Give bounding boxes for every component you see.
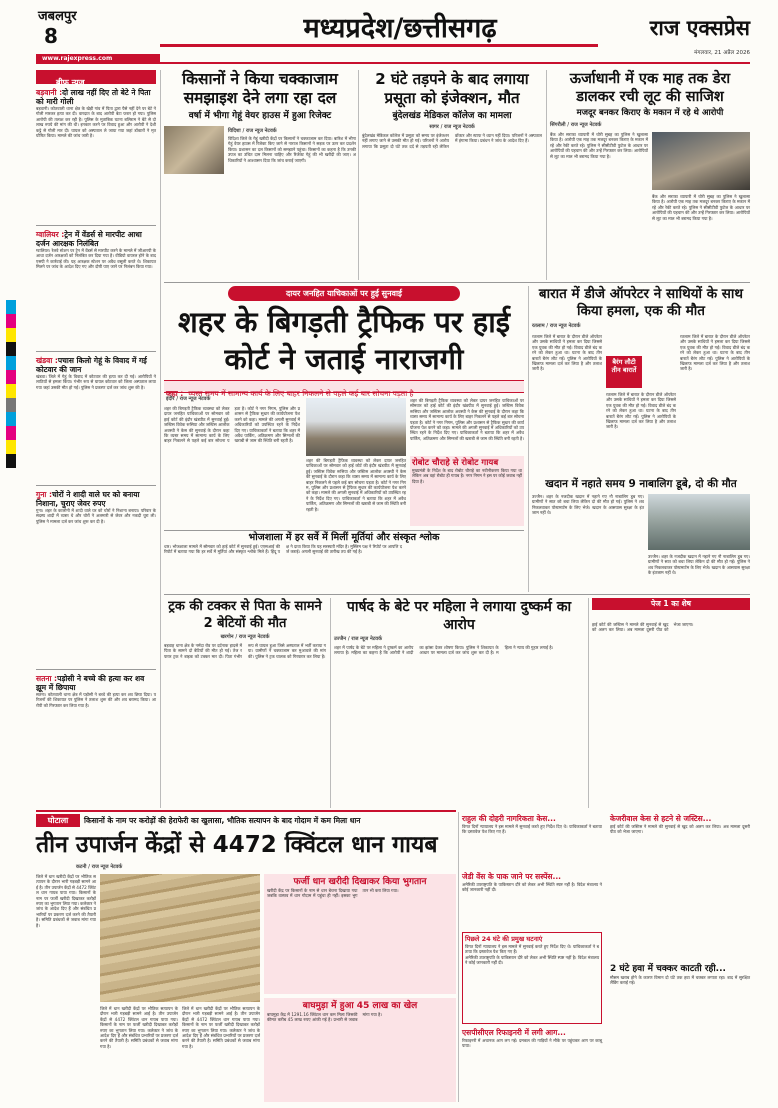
top-divider xyxy=(164,282,750,283)
paper-name: राज एक्सप्रेस xyxy=(649,16,750,40)
story-farmers-byline: विदिशा / राज न्यूज नेटवर्क xyxy=(228,128,277,134)
lead-body: शहर की बिगड़ती ट्रैफिक व्यवस्था को लेकर दायर जनहित याचिकाओं पर सोमवार को हाई कोर्ट की इंदौर खंडपीठ में सुनवाई हुई। जस्टिस विवेक रूसिया और जस्टिस आलोक अवस्थी ने केस की सुनवाई के दौरान कहा कि व्यस्त समय में सामान्य कार्य के लिए बाहर निकलने से पहले कई बार सोचना पड़ता है। कोर्ट ने नगर निगम, पुलिस और प्रशासन से ट्रैफिक सुधार की कार्ययोजना पेश करने को कहा। मामले की अगली सुनवाई में अधिकारियों को उपस्थित रहने के निर्देश दिए गए। याचिकाकर्ता ने बताया कि शहर में अवैध पार्किंग, अतिक्रमण और सिग्नलों की खराबी से जाम की स्थिति बनी रहती है। xyxy=(164,406,300,444)
divider xyxy=(528,286,529,592)
website-link[interactable]: www.rajexpress.com xyxy=(42,55,113,62)
section-title: मध्यप्रदेश/छत्तीसगढ़ xyxy=(303,13,497,44)
masthead-bottom-rule xyxy=(160,62,750,64)
brief-header: ब्रीफ न्यूज xyxy=(36,70,156,84)
bhojshala-body: धार। भोजशाला मामले में सोमवार को हाई कोर्ट में सुनवाई हुई। एएसआई की रिपोर्ट में बताया गया कि हर सर्वे में मूर्तियां और संस्कृत श्लोक मिले हैं। हिंदू पक्ष ने दावा किया कि यह सरस्वती मंदिर है। मुस्लिम पक्ष ने रिपोर्ट पर आपत्ति दर्ज कराई। अगली सुनवाई की तारीख तय की गई है। xyxy=(164,544,402,555)
rest-item: केजरीवाल केस से हटने से जस्टिस... हाई कोर्ट की जस्टिस ने मामले की सुनवाई से खुद को अलग कर लिया। अब मामला दूसरी पीठ को भेजा जाएगा। xyxy=(610,814,750,835)
story-farmers-subtitle: वर्षा में भीगा गेहूं वेयर हाउस में हुआ रिजेक्ट xyxy=(188,111,332,121)
masthead-rule xyxy=(160,44,598,47)
story-injection-subtitle: बुंदेलखंड मेडिकल कॉलेज का मामला xyxy=(392,111,512,121)
page-number: 8 xyxy=(44,24,58,48)
website-strip xyxy=(36,54,160,64)
baraat-title: बारात में डीजे ऑपरेटर ने साथियों के साथ किया हमला, एक की मौत xyxy=(538,286,744,319)
rest-item: राहुल की दोहरी नागरिकता केस... विगत दिनों न्यायालय ने इस मामले में सुनवाई करते हुए निर्देश दिए थे। याचिकाकर्ता ने बताया कि दस्तावेज पेश किए गए हैं। xyxy=(462,814,602,835)
rest-item: एसपीसीएल रिफाइनरी में लगी आग... रिफाइनरी में अचानक आग लग गई। दमकल की गाड़ियों ने मौके पर पहुंचकर आग पर काबू पाया। xyxy=(462,1028,602,1049)
farmers-protest-photo xyxy=(164,126,224,174)
ghotala-box2-title: बाघमुड़ा में हुआ 45 लाख का खेल xyxy=(302,1001,418,1011)
story-loot-body-cont: बैंक और सराफा व्यापारी में चोरी सुबह का पुलिस ने खुलासा किया है। आरोपी एक माह तक मजदूर बनकर किराए के मकान में रहे और रेकी करते रहे। पुलिस ने सीसीटीवी फुटेज के आधार पर आरोपियों की पहचान की और उन्हें गिरफ्तार कर लिया। आरोपियों से लूट का माल भी बरामद किया गया है। xyxy=(652,194,750,221)
story-loot-title: ऊर्जाधानी में एक माह तक डेरा डालकर रची लूट की साजिश xyxy=(569,71,731,105)
drowning-title: खदान में नहाते समय 9 नाबालिग डूबे, दो की मौत xyxy=(545,478,737,490)
color-registration-bar xyxy=(6,300,16,470)
ghotala-box1-title: फर्जी धान खरीदी दिखाकर किया भुगतान xyxy=(293,877,427,887)
story-loot-subtitle: मजदूर बनकर किराए के मकान में रहे थे आरोपी xyxy=(576,108,724,118)
story-truck xyxy=(164,598,326,808)
lead-title: शहर के बिगड़ती ट्रैफिक पर हाई कोर्ट ने जताई नाराजगी xyxy=(178,305,510,376)
truck-body: बड़वाह थाना क्षेत्र के नर्मदा रोड पर दर्दनाक हादसे में पिता के सामने दो बेटियों की मौत हो गई। तेज रफ्तार ट्रक ने बाइक को टक्कर मार दी। पिता गंभीर रूप से घायल हुआ जिसे अस्पताल में भर्ती कराया गया। ग्रामीणों ने चक्काजाम कर मुआवजे की मांग की। पुलिस ने ट्रक चालक को गिरफ्तार कर लिया है। xyxy=(164,643,326,659)
story-farmers-body: विदिशा जिले के गेहूं खरीदी केंद्रों पर किसानों ने चक्काजाम कर दिया। बारिश में भीगा गेहूं वेयर हाउस में रिजेक्ट किए जाने से नाराज किसानों ने सड़क पर उतर कर प्रदर्शन किया। प्रशासन का दल किसानों को समझाने पहुंचा। किसानों का कहना है कि उनकी उपज का उचित दाम मिलना चाहिए और रिजेक्ट गेहूं की भी खरीदी की जाए। अधिकारियों ने आश्वासन दिया कि जांच कराई जाएगी। xyxy=(228,136,356,163)
rest-section xyxy=(592,598,750,620)
baraat-badge: बैरंग लौटी तीन बारातें xyxy=(606,356,642,388)
lead-kicker: दायर जनहित याचिकाओं पर हुई सुनवाई xyxy=(228,286,460,301)
story-baraat xyxy=(532,286,750,474)
divider xyxy=(164,530,524,531)
rotary-title: रोबोट चौराहे से रोबोट गायब xyxy=(412,458,499,468)
divider xyxy=(458,812,459,1102)
lead-body-cont: शहर की बिगड़ती ट्रैफिक व्यवस्था को लेकर दायर जनहित याचिकाओं पर सोमवार को हाई कोर्ट की इंदौर खंडपीठ में सुनवाई हुई। जस्टिस विवेक रूसिया और जस्टिस आलोक अवस्थी ने केस की सुनवाई के दौरान कहा कि व्यस्त समय में सामान्य कार्य के लिए बाहर निकलने से पहले कई बार सोचना पड़ता है। कोर्ट ने नगर निगम, पुलिस और प्रशासन से ट्रैफिक सुधार की कार्ययोजना पेश करने को कहा। मामले की अगली सुनवाई में अधिकारियों को उपस्थित रहने के निर्देश दिए गए। याचिकाकर्ता ने बताया कि शहर में अवैध पार्किंग, अतिक्रमण और सिग्नलों की खराबी से जाम की स्थिति बनी रहती है। xyxy=(306,458,406,512)
story-farmers xyxy=(164,70,356,280)
drowning-body: उज्जैन। शहर के नजदीक खदान में नहाने गए नौ नाबालिग डूब गए। ग्रामीणों ने सात को बचा लिया लेकिन दो की मौत हो गई। पुलिस ने शव निकलवाकर पोस्टमार्टम के लिए भेजे। खदान के आसपास सुरक्षा के इंतजाम नहीं थे। xyxy=(532,494,644,516)
divider xyxy=(546,70,547,280)
parshad-byline: उज्जैन / राज न्यूज नेटवर्क xyxy=(334,636,382,642)
rest-right-col xyxy=(610,814,750,1100)
brief-divider xyxy=(160,70,161,808)
lead-body-cont2: शहर की बिगड़ती ट्रैफिक व्यवस्था को लेकर दायर जनहित याचिकाओं पर सोमवार को हाई कोर्ट की इंदौर खंडपीठ में सुनवाई हुई। जस्टिस विवेक रूसिया और जस्टिस आलोक अवस्थी ने केस की सुनवाई के दौरान कहा कि व्यस्त समय में सामान्य कार्य के लिए बाहर निकलने से पहले कई बार सोचना पड़ता है। कोर्ट ने नगर निगम, पुलिस और प्रशासन से ट्रैफिक सुधार की कार्ययोजना पेश करने को कहा। मामले की अगली सुनवाई में अधिकारियों को उपस्थित रहने के निर्देश दिए गए। याचिकाकर्ता ने बताया कि शहर में अवैध पार्किंग, अतिक्रमण और सिग्नलों की खराबी से जाम की स्थिति बनी रहती है। xyxy=(410,398,524,441)
lead-byline: इंदौर / राज न्यूज नेटवर्क xyxy=(166,396,211,402)
ghotala-title: तीन उपार्जन केंद्रों से 4472 क्विंटल धान गायब xyxy=(36,832,438,858)
traffic-photo xyxy=(306,398,406,456)
story-loot-byline: सिंगरौली / राज न्यूज नेटवर्क xyxy=(550,122,602,128)
rest-top-text: हाई कोर्ट की जस्टिस ने मामले की सुनवाई से खुद को अलग कर लिया। अब मामला दूसरी पीठ को भेजा जाएगा। xyxy=(592,622,694,633)
paddy-sacks-photo xyxy=(100,874,260,1002)
rest-left-col xyxy=(462,814,602,1100)
truck-byline: खरगोन / राज न्यूज नेटवर्क xyxy=(220,634,270,640)
story-injection-body: बुंदेलखंड मेडिकल कॉलेज में प्रसूता को समय पर इंजेक्शन नहीं लगाए जाने से उसकी मौत हो गई। परिजनों ने आरोप लगाया कि प्रसूता दो घंटे तक दर्द से तड़पती रही लेकिन डॉक्टर और स्टाफ ने ध्यान नहीं दिया। परिजनों ने अस्पताल में हंगामा किया। प्रबंधन ने जांच के आदेश दिए हैं। xyxy=(362,133,542,149)
baraat-body: रतलाम जिले में बारात के दौरान डीजे ऑपरेटर और उसके साथियों ने हमला कर दिया जिससे एक युवक की मौत हो गई। विवाद डीजे बंद करने को लेकर हुआ था। घटना के बाद तीन बारातें बैरंग लौट गईं। पुलिस ने आरोपियों के खिलाफ मामला दर्ज कर लिया है और तलाश जारी है। xyxy=(532,334,602,372)
story-ghotala xyxy=(36,812,456,1102)
story-loot xyxy=(550,70,750,280)
rest-item: 2 घंटे हवा में चक्कर काटती रही... मौसम खराब होने के कारण विमान दो घंटे तक हवा में चक्कर लगाता रहा। बाद में सुरक्षित लैंडिंग कराई गई। xyxy=(610,964,750,986)
brief-item: बड़वानी :दो लाख नहीं दिए तो बेटे ने पिता को मारी गोली बड़वानी। कोतवाली थाना क्षेत्र के खेड़ी गांव में पिता द्वारा पैसे नहीं देने पर बेटे ने गोली मारकर हत्या कर दी। वारदात के बाद आरोपी बेटा फरार हो गया। पुलिस आरोपी की तलाश कर रही है। पुलिस के मुताबिक घटना बलिराम ने बेटे से दो लाख रुपये की मांग की थी। इनकार करने पर विवाद हुआ और आरोपी ने देशी कट्टे से गोली मार दी। घायल को अस्पताल ले जाया गया जहां डॉक्टरों ने मृत घोषित किया। मामले की जांच जारी है। xyxy=(36,88,156,226)
story-bhojshala xyxy=(164,532,524,592)
divider xyxy=(164,594,750,595)
ghotala-box1-body: खरीदी केंद्र पर किसानों के नाम से धान बेचना दिखाया गया जबकि वास्तव में धान गोदाम में पहुंचा ही नहीं। इसका भुगतान भी करा लिया गया। xyxy=(267,888,399,899)
rest-header: पेज 1 का शेष xyxy=(592,598,750,610)
divider xyxy=(330,598,331,808)
brief-column xyxy=(36,70,156,808)
rotary-body: मुख्यमंत्री के निर्देश के बाद रोबोट चौराहे का नवीनीकरण किया गया था लेकिन अब वहां रोबोट ही गायब है। नगर निगम ने इस पर कोई जवाब नहीं दिया है। xyxy=(412,468,522,484)
city-label: जबलपुर xyxy=(38,9,77,24)
ghotala-kicker: किसानों के नाम पर करोड़ों की हेराफेरी का खुलासा, भौतिक सत्यापन के बाद गोदाम में कम मिला धान xyxy=(84,816,361,825)
bhojshala-title: भोजशाला में हर सर्वे में मिलीं मूर्तियां और संस्कृत श्लोक xyxy=(248,532,440,543)
ghotala-box1 xyxy=(264,874,456,994)
lead-story xyxy=(164,286,524,544)
story-drowning xyxy=(532,478,750,592)
story-injection xyxy=(362,70,542,280)
rest-box: पिछले 24 घंटे की प्रमुख घटनाएं विगत दिनों न्यायालय ने इस मामले में सुनवाई करते हुए निर्देश दिए थे। याचिकाकर्ता ने बताया कि दस्तावेज पेश किए गए हैं। अमेरिकी उपराष्ट्रपति के पाकिस्तान दौरे को लेकर अभी स्थिति स्पष्ट नहीं है। विदेश मंत्रालय ने कोई जानकारी नहीं दी। xyxy=(462,932,602,1024)
brief-item: गुना :चोरों ने शादी वाले घर को बनाया निशाना, चुराए जेवर रुपए गुना। शहर के कालोनी में शादी वाले घर को चोरों ने निशाना बनाया। परिवार के सदस्य शादी में व्यस्त थे और चोरों ने अलमारी से जेवर और नकदी चुरा ली। पुलिस ने मामला दर्ज कर जांच शुरू कर दी है। xyxy=(36,490,156,670)
publication-date: मंगलवार, 21 अप्रैल 2026 xyxy=(694,50,750,56)
ghotala-box2 xyxy=(264,998,456,1102)
baraat-body-cont2: रतलाम जिले में बारात के दौरान डीजे ऑपरेटर और उसके साथियों ने हमला कर दिया जिससे एक युवक की मौत हो गई। विवाद डीजे बंद करने को लेकर हुआ था। घटना के बाद तीन बारातें बैरंग लौट गईं। पुलिस ने आरोपियों के खिलाफ मामला दर्ज कर लिया है और तलाश जारी है। xyxy=(680,334,750,372)
ghotala-tag: घोटाला xyxy=(36,814,80,827)
baraat-byline: रतलाम / राज न्यूज नेटवर्क xyxy=(532,323,581,329)
ghotala-body-cont2: जिले में धान खरीदी केंद्रों पर भौतिक सत्यापन के दौरान भारी गड़बड़ी सामने आई है। तीन उपार्जन केंद्रों से 4472 क्विंटल धान गायब पाया गया। किसानों के नाम पर फर्जी खरीदी दिखाकर करोड़ों रुपए का भुगतान लिया गया। कलेक्टर ने जांच के आदेश दिए हैं और संबंधित प्रभारियों पर प्रकरण दर्ज करने की तैयारी है। समिति प्रबंधकों से जवाब मांगा गया है। xyxy=(182,1006,260,1049)
ghotala-box2-body: बाघमुड़ा केंद्र में 1291.16 क्विंटल धान कम मिला जिसकी कीमत करीब 45 लाख रुपए आंकी गई है। प्रभारी से जवाब मांगा गया है। xyxy=(267,1012,382,1023)
quarry-photo xyxy=(648,494,750,550)
story-injection-byline: सागर / राज न्यूज नेटवर्क xyxy=(429,124,475,130)
rest-items xyxy=(462,814,750,1100)
ghotala-byline: कटनी / राज न्यूज नेटवर्क xyxy=(76,864,123,870)
drowning-body-cont: उज्जैन। शहर के नजदीक खदान में नहाने गए नौ नाबालिग डूब गए। ग्रामीणों ने सात को बचा लिया लेकिन दो की मौत हो गई। पुलिस ने शव निकलवाकर पोस्टमार्टम के लिए भेजे। खदान के आसपास सुरक्षा के इंतजाम नहीं थे। xyxy=(648,554,750,576)
divider xyxy=(358,70,359,280)
baraat-body-cont: रतलाम जिले में बारात के दौरान डीजे ऑपरेटर और उसके साथियों ने हमला कर दिया जिससे एक युवक की मौत हो गई। विवाद डीजे बंद करने को लेकर हुआ था। घटना के बाद तीन बारातें बैरंग लौट गईं। पुलिस ने आरोपियों के खिलाफ मामला दर्ज कर लिया है और तलाश जारी है। xyxy=(606,392,676,430)
lead-strap: कहा : व्यस्त समय में सामान्य कार्य के लिए बाहर निकलने से पहले कई बार सोचना पड़ता है xyxy=(164,380,524,393)
parshad-title: पार्षद के बेटे पर महिला ने लगाया दुष्कर्म का आरोप xyxy=(346,599,572,633)
brief-item: ग्वालियर :ट्रेन में वेंडर्स से मारपीट आधा दर्जन आरक्षक निलंबित ग्वालियर। रेलवे स्टेशन पर ट्रेन में वेंडर्स से मारपीट करने के मामले में जीआरपी के आधा दर्जन आरक्षकों को निलंबित कर दिया गया है। वीडियो वायरल होने के बाद एसपी ने कार्रवाई की। यह आरक्षक स्टेशन पर अवैध वसूली करते थे। शिकायत मिलने पर जांच के आदेश दिए गए और दोषी पाए जाने पर निलंबन किया गया। xyxy=(36,230,156,352)
story-injection-title: 2 घंटे तड़पने के बाद लगाया प्रसूता को इंजेक्शन, मौत xyxy=(375,70,529,107)
brief-item: सतना :पड़ोसी ने बच्चे की हत्या कर शव झूम में छिपाया सतना। कोतवाली थाना क्षेत्र में पड़ोसी ने बच्चे की हत्या कर शव छिपा दिया। परिजनों की शिकायत पर पुलिस ने तलाश शुरू की और शव बरामद किया। आरोपी को गिरफ्तार कर लिया गया है। xyxy=(36,674,156,708)
accused-photo xyxy=(652,132,750,190)
ghotala-body-cont: जिले में धान खरीदी केंद्रों पर भौतिक सत्यापन के दौरान भारी गड़बड़ी सामने आई है। तीन उपार्जन केंद्रों से 4472 क्विंटल धान गायब पाया गया। किसानों के नाम पर फर्जी खरीदी दिखाकर करोड़ों रुपए का भुगतान लिया गया। कलेक्टर ने जांच के आदेश दिए हैं और संबंधित प्रभारियों पर प्रकरण दर्ज करने की तैयारी है। समिति प्रबंधकों से जवाब मांगा गया है। xyxy=(100,1006,178,1049)
story-farmers-title: किसानों ने किया चक्काजाम समझाइश देने लगा रहा दल xyxy=(182,70,338,107)
truck-title: ट्रक की टक्कर से पिता के सामने 2 बेटियों की मौत xyxy=(168,599,322,631)
rotary-box xyxy=(410,456,524,526)
parshad-body: शहर में पार्षद के बेटे पर महिला ने दुष्कर्म का आरोप लगाया है। महिला का कहना है कि आरोपी ने शादी का झांसा देकर शोषण किया। पुलिस ने शिकायत के आधार पर मामला दर्ज कर जांच शुरू कर दी है। महिला ने न्याय की गुहार लगाई है। xyxy=(334,645,554,656)
story-loot-body: बैंक और सराफा व्यापारी में चोरी सुबह का पुलिस ने खुलासा किया है। आरोपी एक माह तक मजदूर बनकर किराए के मकान में रहे और रेकी करते रहे। पुलिस ने सीसीटीवी फुटेज के आधार पर आरोपियों की पहचान की और उन्हें गिरफ्तार कर लिया। आरोपियों से लूट का माल भी बरामद किया गया है। xyxy=(550,132,648,159)
brief-item: खंडवा :पचास किलो गेहूं के विवाद में गई कोटवार की जान खंडवा। जिले में गेहूं के विवाद में कोटवार की हत्या कर दी गई। आरोपियों ने लाठियों से हमला किया। गंभीर रूप से घायल कोटवार को जिला अस्पताल लाया गया जहां उसकी मौत हो गई। पुलिस ने प्रकरण दर्ज कर जांच शुरू की है। xyxy=(36,356,156,486)
ghotala-body: जिले में धान खरीदी केंद्रों पर भौतिक सत्यापन के दौरान भारी गड़बड़ी सामने आई है। तीन उपार्जन केंद्रों से 4472 क्विंटल धान गायब पाया गया। किसानों के नाम पर फर्जी खरीदी दिखाकर करोड़ों रुपए का भुगतान लिया गया। कलेक्टर ने जांच के आदेश दिए हैं और संबंधित प्रभारियों पर प्रकरण दर्ज करने की तैयारी है। समिति प्रबंधकों से जवाब मांगा गया है। xyxy=(36,874,96,928)
rest-item: जेडी वेंस के पाक जाने पर सस्पेंस... अमेरिकी उपराष्ट्रपति के पाकिस्तान दौरे को लेकर अभी स्थिति स्पष्ट नहीं है। विदेश मंत्रालय ने कोई जानकारी नहीं दी। xyxy=(462,872,602,893)
masthead xyxy=(0,0,778,70)
